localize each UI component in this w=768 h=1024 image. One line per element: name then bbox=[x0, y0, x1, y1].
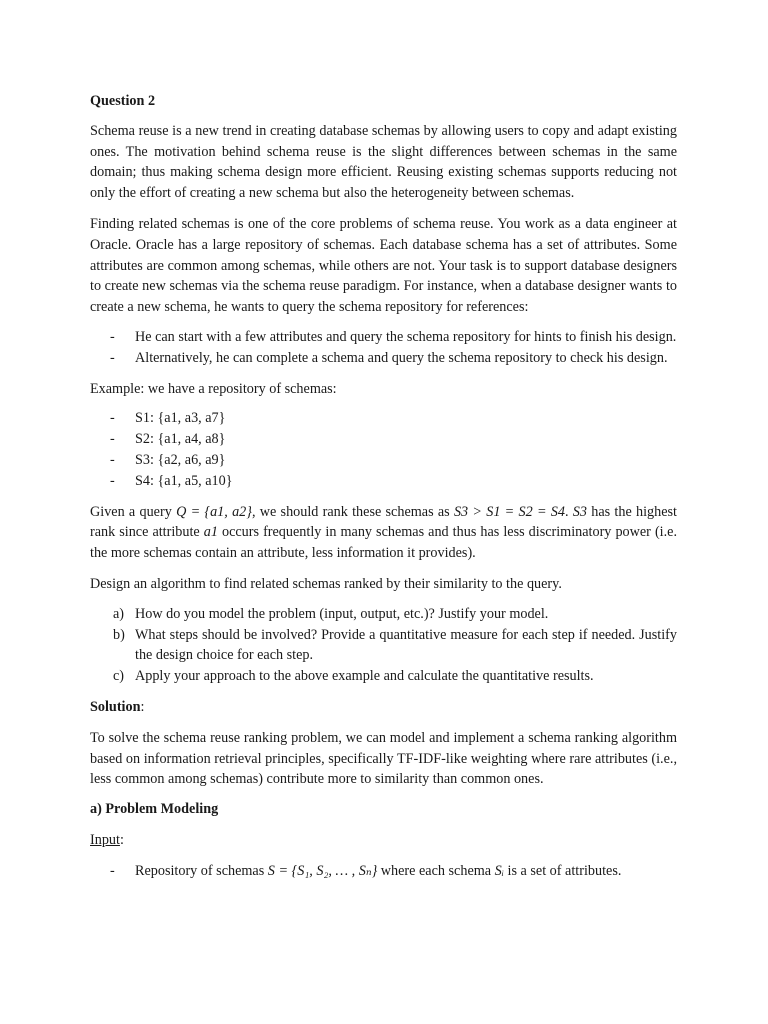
query-text: Given a query bbox=[90, 503, 177, 520]
input-colon: : bbox=[119, 831, 124, 848]
solution-colon: : bbox=[140, 698, 145, 715]
input-label: Input bbox=[90, 831, 120, 848]
intro-paragraph: Schema reuse is a new trend in creating database schemas by allowing users to copy and adapt existing ones. The motivation behind schema reuse is the slight differences between schemas in the same domain; thus making schema design more efficient. Reusing existing schemas supports reducing not only the effort of creating a new schema but also the heterogeneity between schemas. bbox=[90, 122, 677, 202]
input-heading bbox=[90, 830, 677, 851]
list-marker: b) bbox=[113, 626, 125, 643]
document-content bbox=[90, 91, 677, 882]
list-item-text: Alternatively, he can complete a schema and query the schema repository to check his design. bbox=[135, 349, 668, 366]
list-item bbox=[90, 408, 677, 429]
list-item-text: He can start with a few attributes and query the schema repository for hints to finish his design. bbox=[135, 328, 677, 345]
list-marker: a) bbox=[113, 605, 125, 622]
input-text: Repository of schemas bbox=[135, 862, 268, 879]
schema-index-math: Sᵢ bbox=[494, 862, 504, 879]
schema-entry: S1: {a1, a3, a7} bbox=[135, 410, 226, 427]
list-dash: - bbox=[110, 410, 115, 427]
query-paragraph bbox=[90, 502, 677, 564]
schema-math: S3 bbox=[572, 503, 587, 520]
list-dash: - bbox=[110, 451, 115, 468]
input-list-item bbox=[90, 861, 677, 882]
list-item bbox=[90, 429, 677, 450]
query-math: Q = {a1, a2} bbox=[176, 503, 252, 520]
example-intro: Example: we have a repository of schemas: bbox=[90, 380, 337, 397]
solution-heading bbox=[90, 697, 677, 718]
query-text: occurs frequently in many schemas and thus has less discriminatory power (i.e. the more schemas contain an attribute, less information it provides). bbox=[90, 524, 677, 562]
task-paragraph: Finding related schemas is one of the core problems of schema reuse. You work as a data engineer at Oracle. Oracle has a large repository of schemas. Each database schema has a set of attributes. Some attributes are common among schemas, while others are not. Your task is to support database designers to create new schemas via the schema reuse paradigm. For instance, when a database designer wants to create a new schema, he wants to query the schema repository for references: bbox=[90, 215, 677, 316]
schema-list bbox=[90, 408, 677, 491]
list-dash: - bbox=[110, 328, 115, 345]
list-item bbox=[90, 450, 677, 471]
question-text: Apply your approach to the above example and calculate the quantitative results. bbox=[135, 668, 594, 685]
ranking-math: S3 > S1 = S2 = S4 bbox=[453, 503, 565, 520]
question-heading: Question 2 bbox=[90, 93, 156, 109]
solution-label: Solution bbox=[90, 698, 141, 715]
list-item bbox=[90, 327, 677, 348]
list-dash: - bbox=[110, 349, 115, 366]
schema-entry: S3: {a2, a6, a9} bbox=[135, 451, 226, 468]
use-case-list bbox=[90, 327, 677, 369]
schema-entry: S2: {a1, a4, a8} bbox=[135, 431, 226, 448]
list-item bbox=[90, 348, 677, 369]
solution-paragraph: To solve the schema reuse ranking problem, we can model and implement a schema ranking algorithm based on information retrieval principles, specifically TF-IDF-like weighting where rare attributes (i.e., less common among schemas) contribute more to similarity than common ones. bbox=[90, 729, 677, 788]
query-text: . bbox=[564, 503, 573, 520]
query-text: , we should rank these schemas as bbox=[251, 503, 454, 520]
question-text: What steps should be involved? Provide a quantitative measure for each step if needed. Justify the design choice for each step. bbox=[135, 626, 677, 664]
attribute-math: a1 bbox=[203, 524, 218, 541]
input-text: where each schema bbox=[377, 862, 495, 879]
list-dash: - bbox=[110, 431, 115, 448]
list-marker: c) bbox=[113, 668, 125, 685]
list-item bbox=[90, 471, 677, 492]
list-item bbox=[90, 604, 677, 625]
question-list bbox=[90, 604, 677, 687]
section-heading-a: a) Problem Modeling bbox=[90, 801, 219, 818]
list-dash: - bbox=[110, 472, 115, 489]
list-item bbox=[90, 625, 677, 667]
schema-entry: S4: {a1, a5, a10} bbox=[135, 472, 233, 489]
input-text: is a set of attributes. bbox=[503, 862, 622, 879]
repository-math: S = {S₁, S₂, … , Sₙ} bbox=[267, 862, 378, 879]
question-text: How do you model the problem (input, output, etc.)? Justify your model. bbox=[135, 605, 549, 622]
query-text: has the highest rank since attribute bbox=[90, 503, 677, 541]
design-paragraph: Design an algorithm to find related schemas ranked by their similarity to the query. bbox=[90, 575, 562, 592]
list-item bbox=[90, 666, 677, 687]
list-dash: - bbox=[110, 862, 115, 879]
